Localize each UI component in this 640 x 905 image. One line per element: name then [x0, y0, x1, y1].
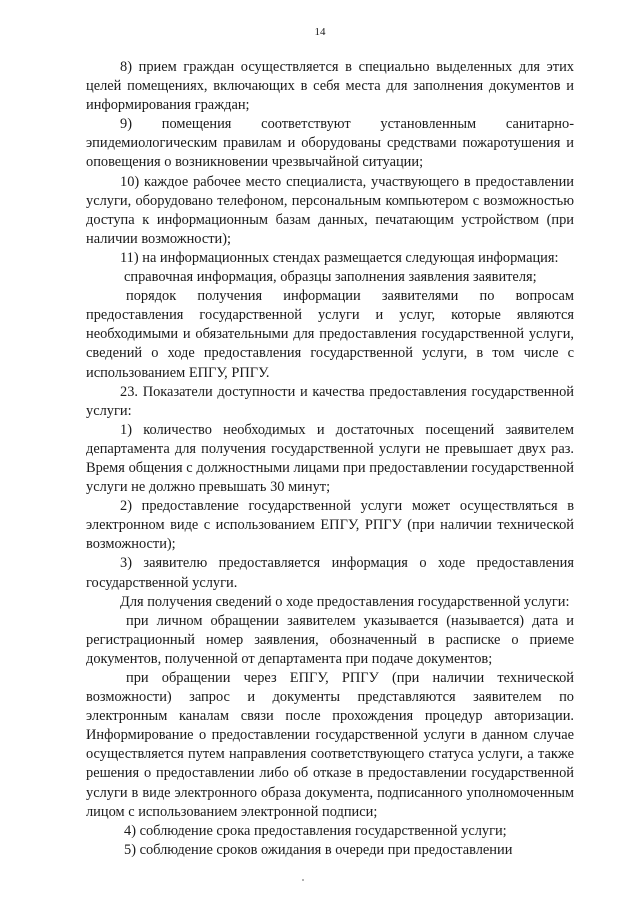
- paragraph-indicator-1: 1) количество необходимых и достаточных посещений заявителем департамента для получения государственной услуги не превышает двух раз. Время общения с должностными лицами при предоставлении государственной услуги не должно превышать 30 минут;: [86, 421, 574, 496]
- paragraph-section-23: 23. Показатели доступности и качества предоставления государственной услуги:: [86, 383, 574, 419]
- paragraph-item-11: 11) на информационных стендах размещается следующая информация:: [120, 249, 559, 266]
- document-body: [86, 58, 574, 860]
- paragraph-indicator-4: 4) соблюдение срока предоставления государственной услуги;: [124, 822, 507, 839]
- paragraph-indicator-5: 5) соблюдение сроков ожидания в очереди при предоставлении: [124, 841, 513, 858]
- scan-speck: [302, 879, 304, 881]
- paragraph-item-9: 9) помещения соответствуют установленным санитарно-эпидемиологическим правилам и оборудованы средствами пожаротушения и оповещения о возникновении чрезвычайной ситуации;: [86, 116, 574, 171]
- paragraph-reference-info: справочная информация, образцы заполнения заявления заявителя;: [124, 269, 537, 286]
- paragraph-personal-request: при личном обращении заявителем указывается (называется) дата и регистрационный номер заявления, обозначенный в расписке о приеме документов, полученной от департамента при подаче документов;: [86, 612, 574, 667]
- paragraph-item-10: 10) каждое рабочее место специалиста, участвующего в предоставлении услуги, оборудовано телефоном, персональным компьютером с возможностью доступа к информационным базам данных, печатающим устройством (при наличии возможности);: [86, 173, 574, 247]
- paragraph-online-request: при обращении через ЕПГУ, РПГУ (при наличии технической возможности) запрос и документы представляются заявителем по электронным каналам связи после прохождения процедур авторизации. Информирование о предоставлении государственной услуги в данном случае осуществляется путем направления соответствующего статуса услуги, а также решения о предоставлении либо об отказе в предоставлении государственной услуги в виде электронного образа документа, подписанного уполномоченным лицом с использованием электронной подписи;: [86, 670, 574, 820]
- paragraph-item-8: 8) прием граждан осуществляется в специально выделенных для этих целей помещениях, включающих в себя места для заполнения документов и информирования граждан;: [86, 59, 574, 114]
- paragraph-indicator-2: 2) предоставление государственной услуги может осуществляться в электронном виде с использованием ЕПГУ, РПГУ (при наличии технической возможности);: [86, 498, 574, 553]
- paragraph-info-procedure: порядок получения информации заявителями по вопросам предоставления государственной услуги и услуг, которые являются необходимыми и обязательными для предоставления государственной услуги, сведений о ходе предоставления государственной услуги, в том числе с использованием ЕПГУ, РПГУ.: [86, 288, 574, 381]
- page-number: 14: [314, 26, 326, 38]
- paragraph-indicator-3: 3) заявителю предоставляется информация о ходе предоставления государственной услуги.: [86, 555, 574, 591]
- paragraph-status-intro: Для получения сведений о ходе предоставления государственной услуги:: [120, 593, 570, 610]
